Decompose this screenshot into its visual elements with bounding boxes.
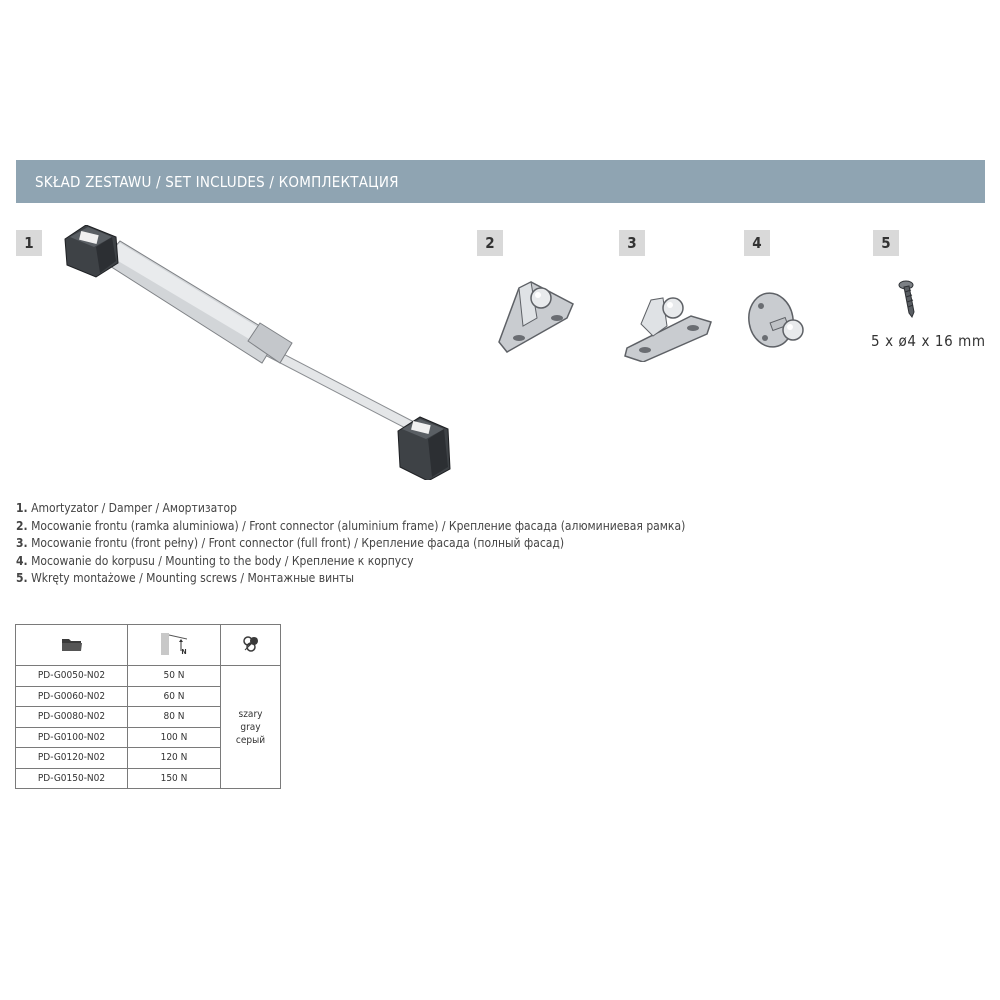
item-number-5: 5 xyxy=(873,230,899,256)
screw-size-caption: 5 x ø4 x 16 mm xyxy=(871,332,986,350)
product-spec-table xyxy=(15,624,281,789)
force-value: 100 N xyxy=(128,727,221,748)
product-code: PD-G0080-N02 xyxy=(16,707,128,728)
table-header-row xyxy=(16,625,281,666)
force-value: 80 N xyxy=(128,707,221,728)
color-icon xyxy=(242,635,260,653)
legend-item: 3. Mocowanie frontu (front pełny) / Front connector (full front) / Крепление фасада (полный фасад) xyxy=(16,536,565,551)
force-unit-symbol: N xyxy=(181,648,187,656)
product-code: PD-G0060-N02 xyxy=(16,686,128,707)
front-connector-full-front-icon xyxy=(623,290,715,362)
gas-spring-damper-icon xyxy=(60,225,460,480)
product-code: PD-G0100-N02 xyxy=(16,727,128,748)
body-mounting-plate-icon xyxy=(745,290,810,354)
section-header xyxy=(16,160,985,203)
folder-icon xyxy=(61,636,83,652)
item-number-3: 3 xyxy=(619,230,645,256)
force-value: 50 N xyxy=(128,666,221,687)
product-code: PD-G0050-N02 xyxy=(16,666,128,687)
item-number-1: 1 xyxy=(16,230,42,256)
item-number-2: 2 xyxy=(477,230,503,256)
table-row xyxy=(16,666,281,687)
product-code: PD-G0120-N02 xyxy=(16,748,128,769)
force-value: 120 N xyxy=(128,748,221,769)
legend-item: 2. Mocowanie frontu (ramka aluminiowa) / Front connector (aluminium frame) / Крепление фасада (алюминиевая рамка) xyxy=(16,518,686,533)
table-header-code xyxy=(16,625,128,666)
legend-item: 5. Wkręty montażowe / Mounting screws / Монтажные винты xyxy=(16,571,354,586)
section-title: SKŁAD ZESTAWU / SET INCLUDES / КОМПЛЕКТАЦИЯ xyxy=(35,173,399,191)
table-header-color xyxy=(221,625,281,666)
force-value: 60 N xyxy=(128,686,221,707)
screw-icon xyxy=(898,280,920,318)
item-number-4: 4 xyxy=(744,230,770,256)
product-code: PD-G0150-N02 xyxy=(16,768,128,789)
front-connector-aluminium-icon xyxy=(497,278,579,360)
table-header-force xyxy=(128,625,221,666)
legend-item: 4. Mocowanie do korpusu / Mounting to the body / Крепление к корпусу xyxy=(16,553,414,568)
color-value: szary gray серый xyxy=(221,666,281,789)
legend-item: 1. Amortyzator / Damper / Амортизатор xyxy=(16,501,237,515)
parts-legend xyxy=(16,500,685,588)
force-value: 150 N xyxy=(128,768,221,789)
